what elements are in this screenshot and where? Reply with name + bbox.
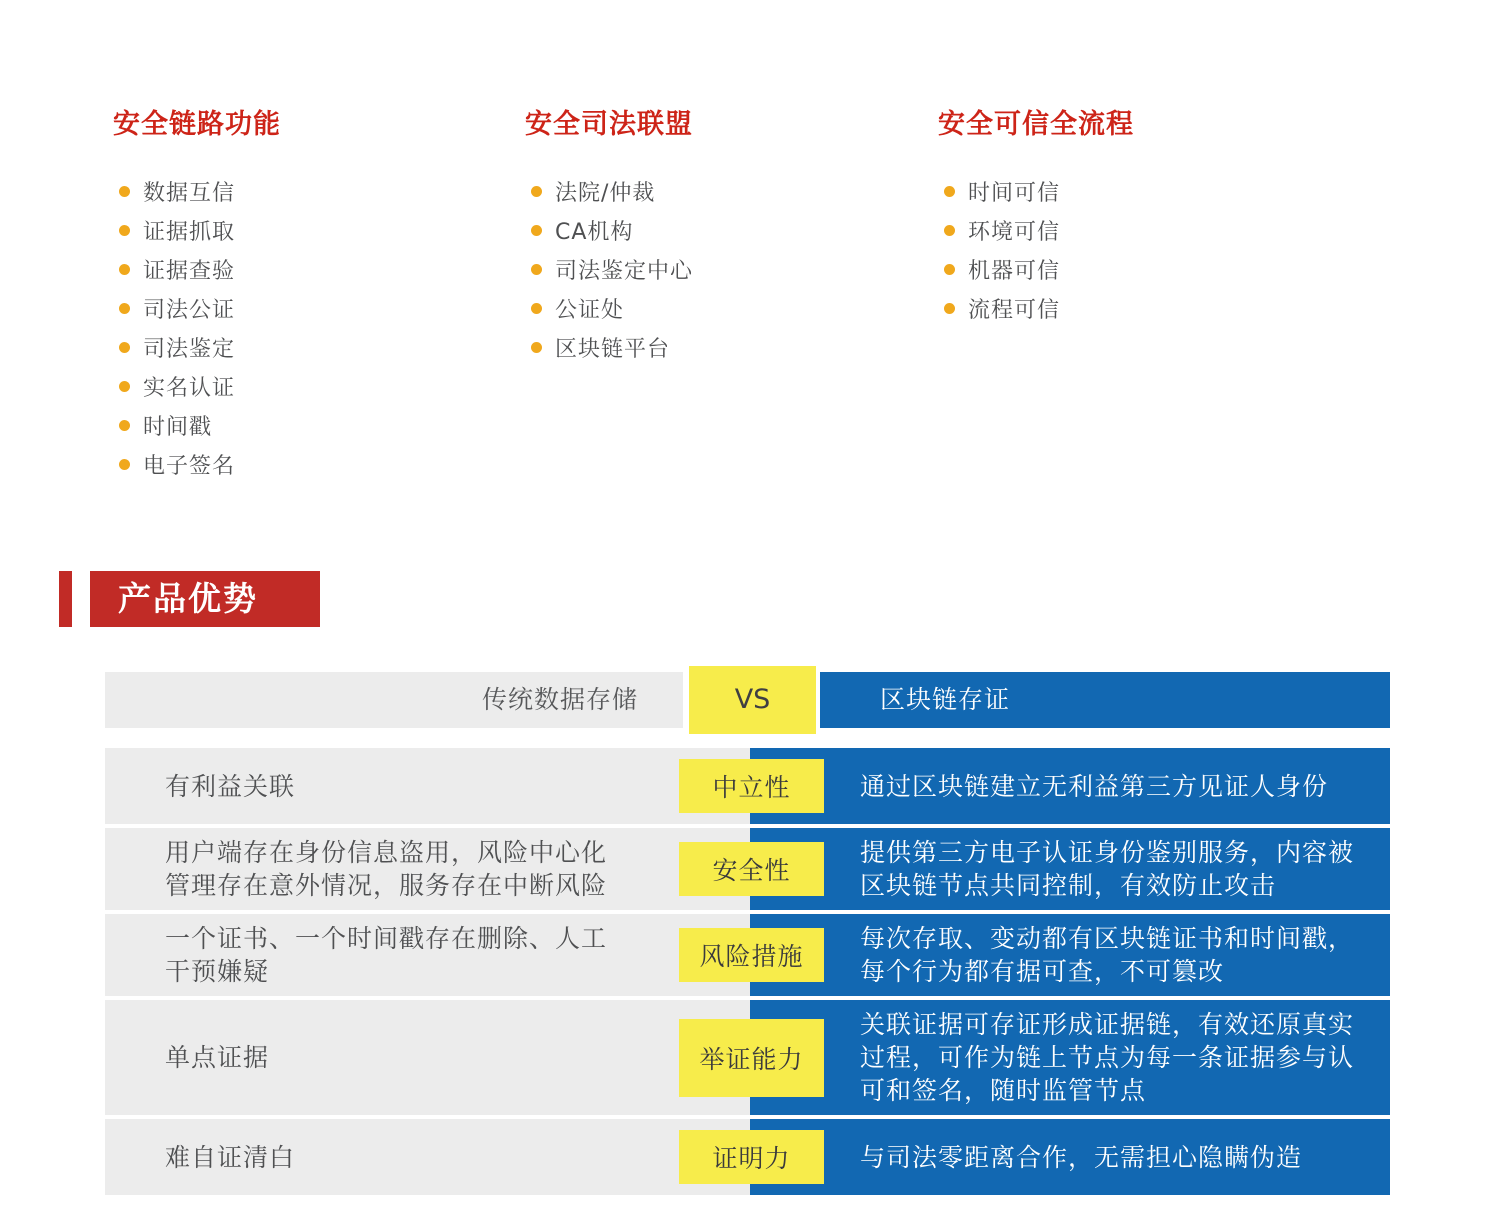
comparison-row [105,828,1390,910]
feature-list [938,172,1134,328]
blockchain-text: 关联证据可存证形成证据链，有效还原真实过程，可作为链上节点为每一条证据参与认可和签名，随时监管节点 [860,1010,1355,1105]
feature-item [119,211,281,250]
feature-item [119,328,281,367]
feature-item-label: 数据互信 [143,181,236,206]
feature-item-label: 法院/仲裁 [555,181,656,206]
feature-item [531,328,693,367]
feature-column-title: 安全链路功能 [113,109,281,140]
feature-item-label: 证据抓取 [143,220,236,245]
feature-list [113,172,281,484]
traditional-text: 难自证清白 [165,1142,296,1172]
traditional-cell [105,914,750,996]
feature-item [119,250,281,289]
blockchain-cell [750,748,1390,824]
criterion-label: 风险措施 [679,928,824,982]
feature-column [113,108,281,484]
header-vs-badge: VS [689,666,816,734]
traditional-cell [105,748,750,824]
feature-item-label: 时间戳 [143,415,213,440]
feature-item [531,250,693,289]
feature-item-label: 证据查验 [143,259,236,284]
traditional-text: 有利益关联 [165,771,296,801]
feature-item [531,172,693,211]
comparison-row [105,914,1390,996]
traditional-text: 用户端存在身份信息盗用，风险中心化管理存在意外情况，服务存在中断风险 [165,838,608,900]
criterion-label: 证明力 [679,1130,824,1184]
bullet-dot-icon [119,381,130,392]
bullet-dot-icon [944,264,955,275]
bullet-dot-icon [531,264,542,275]
bullet-dot-icon [531,342,542,353]
traditional-cell [105,1119,750,1195]
feature-column [525,108,693,367]
criterion-label: 举证能力 [679,1019,824,1097]
blockchain-cell [750,914,1390,996]
bullet-dot-icon [531,225,542,236]
traditional-cell [105,828,750,910]
criterion-label: 安全性 [679,842,824,896]
traditional-cell [105,1000,750,1115]
feature-item-label: 司法公证 [143,298,236,323]
feature-item [944,211,1134,250]
bullet-dot-icon [119,264,130,275]
feature-item [119,406,281,445]
feature-item [944,289,1134,328]
feature-item-label: 司法鉴定中心 [555,259,694,284]
blockchain-text: 每次存取、变动都有区块链证书和时间戳，每个行为都有据可查，不可篡改 [860,924,1355,986]
blockchain-text: 提供第三方电子认证身份鉴别服务，内容被区块链节点共同控制，有效防止攻击 [860,838,1355,900]
blockchain-cell [750,1000,1390,1115]
feature-item [119,289,281,328]
bullet-dot-icon [531,186,542,197]
blockchain-cell [750,1119,1390,1195]
feature-item [119,172,281,211]
blockchain-cell [750,828,1390,910]
header-traditional-cell: 传统数据存储 [105,672,683,728]
blockchain-text: 通过区块链建立无利益第三方见证人身份 [860,771,1329,801]
feature-item-label: 环境可信 [968,220,1061,245]
feature-item [944,250,1134,289]
comparison-row [105,748,1390,824]
feature-item [119,445,281,484]
traditional-text: 一个证书、一个时间戳存在删除、人工干预嫌疑 [165,924,608,986]
bullet-dot-icon [119,342,130,353]
banner-accent-bar [59,571,72,627]
feature-item [119,367,281,406]
comparison-row [105,1119,1390,1195]
header-blockchain-cell: 区块链存证 [820,672,1390,728]
blockchain-text: 与司法零距离合作，无需担心隐瞒伪造 [860,1142,1303,1172]
traditional-text: 单点证据 [165,1043,270,1072]
feature-item-label: 公证处 [555,298,625,323]
bullet-dot-icon [944,186,955,197]
bullet-dot-icon [119,225,130,236]
feature-item [531,211,693,250]
banner-title-block [90,571,320,627]
comparison-body [105,748,1390,1199]
feature-item-label: 电子签名 [143,454,236,479]
feature-item-label: 实名认证 [143,376,236,401]
bullet-dot-icon [119,459,130,470]
feature-item-label: 区块链平台 [555,337,671,362]
feature-item-label: 时间可信 [968,181,1061,206]
feature-column [938,108,1134,328]
feature-column-title: 安全司法联盟 [525,109,693,140]
criterion-label: 中立性 [679,759,824,813]
bullet-dot-icon [119,420,130,431]
section-title: 产品优势 [118,579,258,618]
bullet-dot-icon [944,303,955,314]
bullet-dot-icon [531,303,542,314]
feature-item-label: CA机构 [555,220,634,245]
feature-item-label: 司法鉴定 [143,337,236,362]
bullet-dot-icon [119,186,130,197]
feature-column-title: 安全可信全流程 [938,109,1134,140]
feature-item [944,172,1134,211]
feature-item [531,289,693,328]
comparison-row [105,1000,1390,1115]
bullet-dot-icon [119,303,130,314]
bullet-dot-icon [944,225,955,236]
feature-item-label: 机器可信 [968,259,1061,284]
feature-item-label: 流程可信 [968,298,1061,323]
feature-list [525,172,693,367]
